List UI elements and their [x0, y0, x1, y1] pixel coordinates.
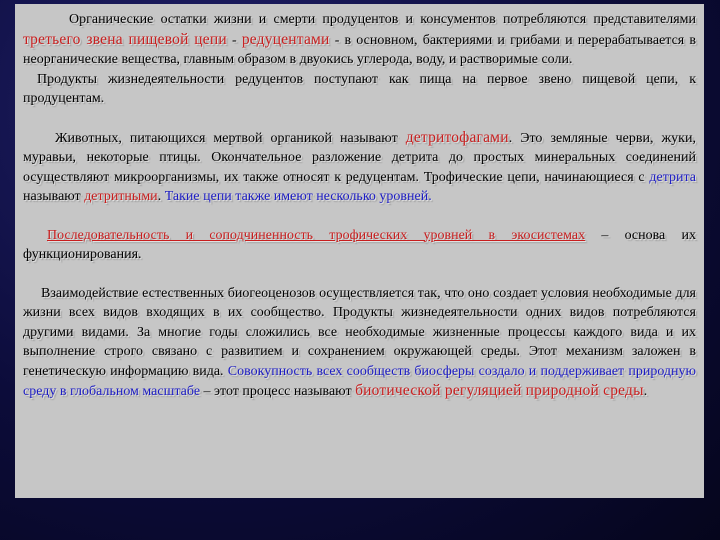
- paragraph-biocenoses-period: .: [643, 384, 648, 399]
- paragraph-detritophages-text-start: Животных, питающихся мертвой органикой называют: [55, 130, 406, 146]
- paragraph-reducers-text-end: - в основном, бактериями и грибами и перерабатывается в неорганические вещества, главным образом в двуокись углерода, воду, и растворимые соли.: [23, 32, 696, 67]
- term-detritophages: детритофагами: [405, 128, 509, 146]
- text-biosphere-communities: Совокупность всех сообществ биосферы создало и поддерживает природную среду в глобальном масштабе: [23, 363, 697, 399]
- term-third-link: третьего звена пищевой цепи: [23, 30, 227, 48]
- paragraph-detritophages-text-middle: . Это земляные черви, жуки, муравьи, некоторые птицы. Окончательное разложение детрита до простых минеральных соединений осуществляют микроорганизмы, их также относят к редуцентам. Трофические цепи, начинающиеся с: [23, 130, 696, 185]
- dash-separator: -: [226, 32, 242, 48]
- text-several-levels: Такие цепи также имеют несколько уровней.: [164, 189, 432, 204]
- paragraph-reducers: [23, 10, 696, 70]
- paragraph-biocenoses: [23, 284, 696, 402]
- term-detritus: детрита: [649, 169, 696, 185]
- paragraph-reducer-products-text: Продукты жизнедеятельности редуцентов поступают как пища на первое звено пищевой цепи, к продуцентам.: [23, 71, 696, 106]
- term-detrital: детритными: [84, 189, 158, 204]
- term-biotic-regulation: биотической регуляцией природной среды: [355, 382, 644, 399]
- term-reducers: редуцентами: [241, 30, 330, 48]
- term-trophic-sequence: Последовательность и соподчиненность трофических уровней в экосистемах: [47, 227, 586, 243]
- paragraph-biocenoses-text-start: Взаимодействие естественных биогеоценозов осуществляется так, что оно создает условия необходимые для жизни всех видов входящих в их сообщество. Продукты жизнедеятельности одних видов потребляются другими видами. За многие годы сложились все необходимые жизненные процессы каждого вида и их выполнение строго связано с развитием и сохранением окружающей среды. Этот механизм заложен в генетическую информацию вида.: [23, 285, 696, 379]
- paragraph-trophic-levels: [23, 226, 696, 265]
- paragraph-biocenoses-text-called: – этот процесс называют: [200, 384, 356, 399]
- paragraph-detritophages: [23, 128, 696, 207]
- paragraph-detritophages-text-called: называют: [23, 189, 85, 204]
- paragraph-reducer-products: [23, 70, 696, 109]
- paragraph-detritophages-period: .: [157, 189, 165, 204]
- slide-text-panel: [15, 4, 704, 498]
- paragraph-reducers-text-start: Органические остатки жизни и смерти продуцентов и консументов потребляются представителями: [69, 12, 696, 27]
- paragraph-trophic-levels-text: – основа их функционирования.: [23, 227, 696, 262]
